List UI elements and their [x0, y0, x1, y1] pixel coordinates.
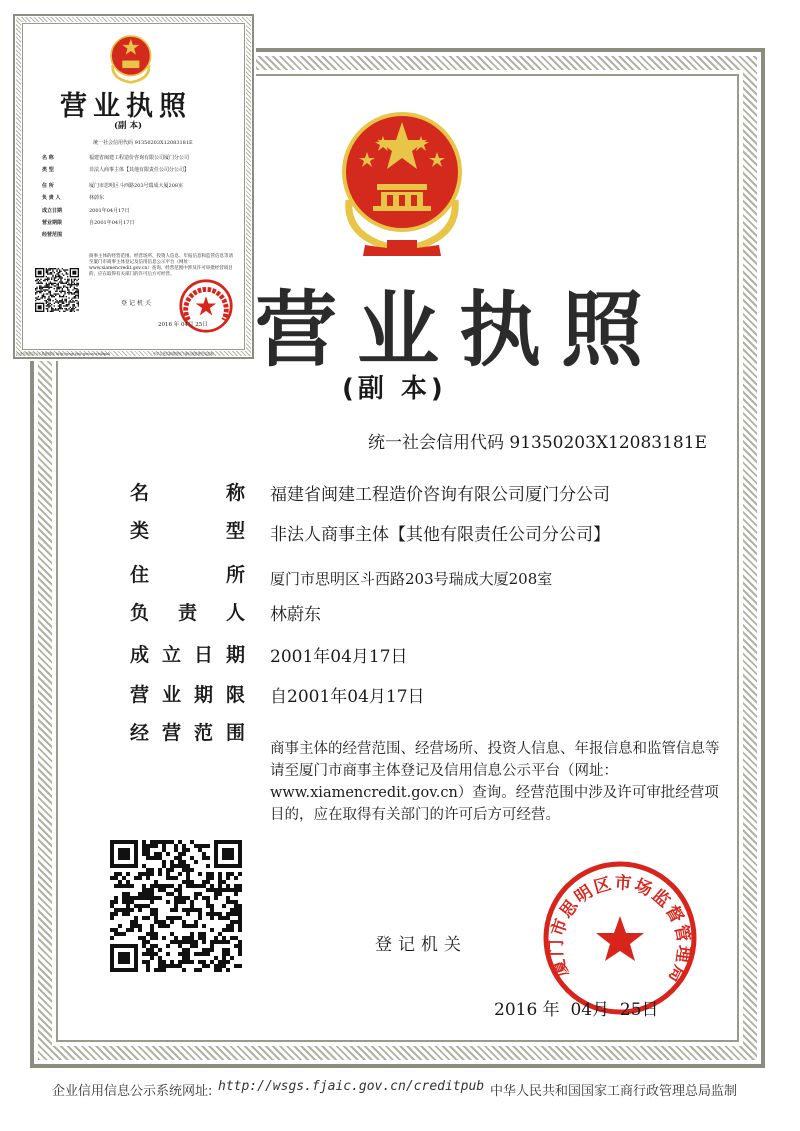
seal-text: 厦门市思明区市场监督管理局 [546, 873, 694, 988]
thumb-field-label: 经营范围 [42, 232, 63, 238]
national-emblem-icon [335, 100, 470, 260]
credit-code-line [368, 428, 707, 453]
field-value: 福建省闽建工程造价咨询有限公司厦门分公司 [270, 485, 610, 505]
field-label-char: 经 [130, 722, 150, 744]
business-scope-text: 商事主体的经营范围、经营场所、投资人信息、年报信息和监管信息等请至厦门市商事主体登记及信用信息公示平台（网址：www.xiamencredit.gov.cn）查询。经营范围中涉及许可审批经营项目的，应在取得有关部门的许可后方可经营。 [270, 741, 720, 823]
field-label-char: 日 [193, 644, 213, 666]
field-label-char: 期 [225, 644, 245, 666]
field-label [130, 516, 245, 543]
field-label [130, 718, 245, 745]
field-label [130, 680, 245, 707]
thumb-field-label: 负 责 人 [42, 195, 61, 201]
field-label-char: 营 [161, 722, 181, 744]
license-title: 营业执照 [255, 283, 664, 378]
license-subtitle: (副 本) [342, 374, 447, 404]
issue-date: 2016 年 04月 25日 [494, 1000, 659, 1020]
field-label-char: 称 [225, 482, 245, 504]
field-value: 非法人商事主体【其他有限责任公司分公司】 [270, 525, 610, 545]
field-label-char: 围 [225, 722, 245, 744]
field-value: 自2001年04月17日 [270, 687, 425, 707]
field-value: 厦门市思明区斗西路203号瑞成大厦208室 [270, 570, 553, 588]
registration-authority-label: 登记机关 [375, 935, 467, 955]
field-label-char: 责 [177, 602, 197, 624]
thumb-field-value: 厦门市思明区斗西路203号瑞成大厦208室 [89, 183, 184, 189]
field-label-char: 所 [225, 564, 245, 586]
credit-code-value: 91350203X12083181E [509, 433, 707, 453]
field-label [130, 560, 245, 587]
field-label-char: 类 [130, 520, 150, 542]
field-label-char: 业 [161, 684, 181, 706]
field-label-char: 营 [130, 684, 150, 706]
thumb-title: 营业执照 [60, 91, 192, 122]
field-label-char: 住 [130, 564, 150, 586]
field-label-char: 名 [130, 482, 150, 504]
thumb-registration-authority: 登记机关 [121, 300, 154, 307]
thumb-field-label: 营业期限 [42, 220, 63, 226]
credit-code-label: 统一社会信用代码 [368, 433, 504, 453]
thumb-field-label: 住 所 [42, 183, 54, 189]
field-label-char: 成 [130, 644, 150, 666]
footer-website-url: http://wsgs.fjaic.gov.cn/creditpub [218, 1079, 485, 1094]
thumb-field-value: 福建省闽建工程造价咨询有限公司厦门分公司 [89, 155, 190, 161]
field-label [130, 640, 245, 667]
thumb-field-label: 成立日期 [42, 208, 63, 214]
qr-code [110, 840, 242, 972]
license-thumbnail [13, 14, 254, 359]
field-value: 2001年04月17日 [270, 647, 408, 667]
official-seal-icon [540, 858, 700, 1018]
field-label [130, 478, 245, 505]
field-label [130, 598, 245, 625]
thumb-field-value: 2001年04月17日 [89, 208, 130, 214]
footer-website-label: 企业信用信息公示系统网址: [52, 1084, 213, 1099]
field-label-char: 负 [130, 602, 150, 624]
field-label-char: 范 [193, 722, 213, 744]
thumb-field-value: 林蔚东 [89, 195, 105, 201]
thumb-field-label: 类 型 [42, 167, 54, 173]
thumb-footer-website: 企业信用信息公示系统网址: http://wsgs.fjaic.gov.cn/creditpub [16, 352, 111, 356]
field-label-char: 立 [161, 644, 181, 666]
field-label-char: 期 [193, 684, 213, 706]
thumb-business-scope: 商事主体的经营范围、经营场所、投资人信息、年报信息和监管信息等请至厦门市商事主体登记及信用信息公示平台（网址：www.xiamencredit.gov.cn）查询。经营范围中涉及许可审批经营项目的，应在取得有关部门的许可后方可经营。 [89, 254, 233, 277]
field-value: 林蔚东 [270, 605, 321, 625]
field-label-char: 型 [225, 520, 245, 542]
thumb-national-emblem-icon [108, 31, 154, 86]
thumb-subtitle: (副 本) [114, 121, 143, 131]
thumb-field-value: 自2001年04月17日 [89, 220, 135, 226]
thumb-qr-code [35, 268, 79, 312]
thumb-issue-date: 2016 年 04月 25日 [158, 322, 208, 328]
thumb-footer-supervision: 中华人民共和国国家工商行政管理总局监制 [153, 352, 214, 356]
field-label-char: 人 [225, 602, 245, 624]
thumb-field-value: 非法人商事主体【其他有限责任公司分公司】 [89, 167, 190, 173]
footer-supervision-text: 中华人民共和国国家工商行政管理总局监制 [490, 1084, 738, 1099]
field-label-char: 限 [225, 684, 245, 706]
thumb-credit-code: 统一社会信用代码 91350203X12083181E [93, 140, 193, 146]
thumb-field-label: 名 称 [42, 155, 54, 161]
